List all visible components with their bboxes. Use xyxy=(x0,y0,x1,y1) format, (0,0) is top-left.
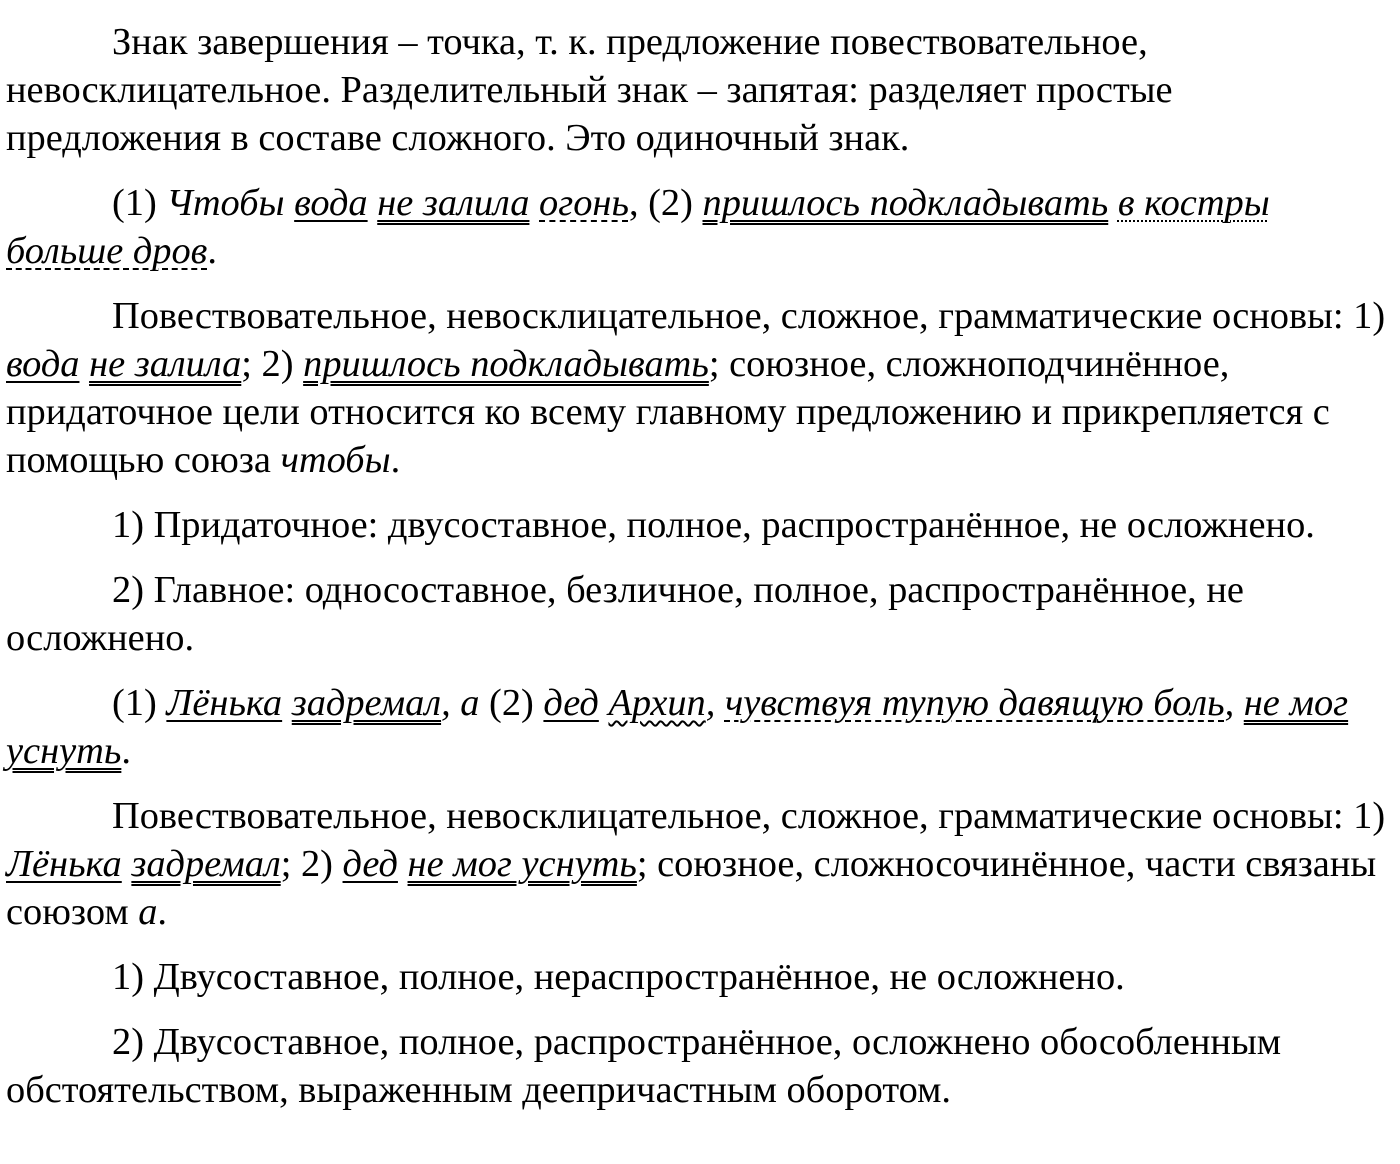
paragraph-punctuation-explanation xyxy=(6,18,1392,162)
predicate-word: пришлось подкладывать xyxy=(303,343,709,385)
paragraph-text: ; 2) xyxy=(241,343,304,385)
paragraph-text: Повествовательное, невосклицательное, сложное, грамматические основы: 1) xyxy=(112,795,1386,837)
document-page xyxy=(6,18,1392,1131)
subject-word: дед xyxy=(342,843,398,885)
paragraph-subordinate-clause xyxy=(6,501,1392,549)
paragraph-sentence-1-parsed xyxy=(6,179,1392,275)
object-word: огонь xyxy=(539,182,629,224)
subject-word: Лёнька xyxy=(166,682,283,724)
adverbial-phrase: чувствуя тупую давящую боль xyxy=(724,682,1225,724)
sentence-end: . xyxy=(121,730,131,772)
subject-word: вода xyxy=(6,343,80,385)
predicate-word: не залила xyxy=(377,182,530,224)
paragraph-text: 2) Двусоставное, полное, распространённое, осложнено обособленным обстоятельством, выраженным деепричастным оборотом. xyxy=(6,1021,1282,1111)
paragraph-text: ; союзное, сложноподчинённое, придаточное цели относится ко всему главному предложению и прикрепляется с помощью союза xyxy=(6,343,1330,481)
predicate-word: не залила xyxy=(89,343,242,385)
paragraph-text: Знак завершения – точка, т. к. предложение повествовательное, невосклицательное. Разделительный знак – запятая: разделяет простые предложения в составе сложного. Это одиночный знак. xyxy=(6,21,1173,159)
clause-number: (1) xyxy=(112,182,167,224)
paragraph-text: Повествовательное, невосклицательное, сложное, грамматические основы: 1) xyxy=(112,295,1386,337)
attribute-word: Архип xyxy=(608,682,706,724)
sentence-end: . xyxy=(207,230,217,272)
predicate-word: не мог уснуть xyxy=(6,682,1349,772)
object-word: больше дров xyxy=(6,230,208,272)
subject-word: Лёнька xyxy=(6,843,122,885)
conjunction-word: чтобы xyxy=(280,439,391,481)
paragraph-first-part xyxy=(6,953,1392,1001)
paragraph-second-part xyxy=(6,1018,1392,1114)
adverbial-word: в костры xyxy=(1117,182,1270,224)
subject-word: вода xyxy=(294,182,368,224)
conjunction-word: а xyxy=(138,891,158,933)
predicate-word: пришлось подкладывать xyxy=(702,182,1109,224)
paragraph-text: 1) Двусоставное, полное, нераспространённое, не осложнено. xyxy=(112,956,1125,998)
conjunction-word: Чтобы xyxy=(166,182,285,224)
subject-word: дед xyxy=(543,682,599,724)
clause-number: (1) xyxy=(112,682,167,724)
paragraph-main-clause xyxy=(6,566,1392,662)
clause-number: (2) xyxy=(479,682,544,724)
paragraph-sentence-2-characteristics xyxy=(6,792,1392,936)
comma: , xyxy=(1224,682,1244,724)
paragraph-text: ; союзное, сложносочинённое, части связаны союзом xyxy=(6,843,1377,933)
conjunction-word: , а xyxy=(441,682,480,724)
sentence-end: . xyxy=(390,439,401,481)
paragraph-sentence-2-parsed xyxy=(6,679,1392,775)
sentence-end: . xyxy=(157,891,168,933)
predicate-word: задремал xyxy=(131,843,281,885)
clause-separator: , (2) xyxy=(628,182,703,224)
predicate-word: задремал xyxy=(291,682,442,724)
predicate-word: не мог уснуть xyxy=(407,843,637,885)
paragraph-sentence-1-characteristics xyxy=(6,292,1392,484)
paragraph-text: ; 2) xyxy=(280,843,343,885)
paragraph-text: 2) Главное: односоставное, безличное, полное, распространённое, не осложнено. xyxy=(6,569,1244,659)
comma: , xyxy=(705,682,725,724)
paragraph-text: 1) Придаточное: двусоставное, полное, распространённое, не осложнено. xyxy=(112,504,1315,546)
